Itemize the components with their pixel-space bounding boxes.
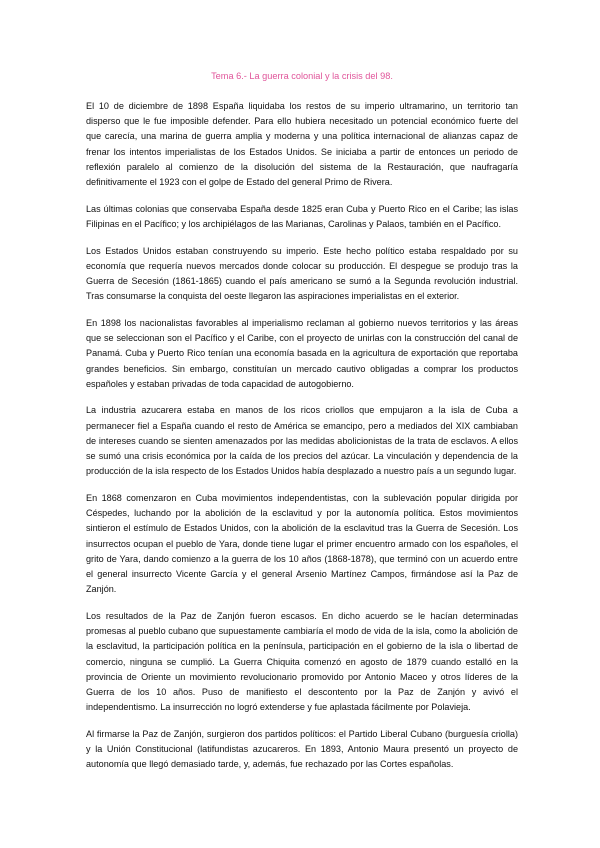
paragraph-8: Al firmarse la Paz de Zanjón, surgieron dos partidos políticos: el Partido Liberal Cubano (burguesía criolla) y la Unión Constitucional (latifundistas azucareros. En 1893, Antonio Maura presentó un proyecto de autonomía que llegó demasiado tarde, y, además, fue rechazado por las Cortes españolas.	[86, 728, 518, 770]
paragraph-2: Las últimas colonias que conservaba España desde 1825 eran Cuba y Puerto Rico en el Caribe; las islas Filipinas en el Pacífico; y los archipiélagos de las Marianas, Carolinas y Palaos, también en el Pacífico.	[86, 203, 518, 229]
paragraph-3: Los Estados Unidos estaban construyendo su imperio. Este hecho político estaba respaldado por su economía que requería nuevos mercados donde colocar su producción. El despegue se produjo tras la Guerra de Secesión (1861-1865) cuando el país americano se sumó a la Segunda revolución industrial. Tras consumarse la conquista del oeste llegaron las aspiraciones imperialistas en el exterior.	[86, 245, 518, 302]
document-page	[86, 70, 518, 784]
paragraph-7: Los resultados de la Paz de Zanjón fueron escasos. En dicho acuerdo se le hacían determinadas promesas al pueblo cubano que supuestamente cambiaría el modo de vida de la isla, como la abolición de la esclavitud, la participación política en la península, participación en el gobierno de la isla o libertad de comercio, ninguna se cumplió. La Guerra Chiquita comenzó en agosto de 1879 cuando estalló en la provincia de Oriente un movimiento revolucionario promovido por Antonio Maceo y otros líderes de la Guerra de los 10 años. Puso de manifiesto el descontento por la Paz de Zanjón y avivó el independentismo. La insurrección no logró extenderse y fue aplastada fácilmente por Polavieja.	[86, 610, 518, 713]
paragraph-6: En 1868 comenzaron en Cuba movimientos independentistas, con la sublevación popular dirigida por Céspedes, luchando por la abolición de la esclavitud y por la autonomía política. Estos movimientos sintieron el estímulo de Estados Unidos, con la abolición de la esclavitud tras la Guerra de Secesión. Los insurrectos ocupan el pueblo de Yara, donde tiene lugar el primer encuentro armado con los españoles, el grito de Yara, dando comienzo a la guerra de los 10 años (1868-1878), que terminó con un acuerdo entre el general insurrecto Vicente García y el general Arsenio Martínez Campos, firmándose así la Paz de Zanjón.	[86, 492, 518, 595]
paragraph-1: El 10 de diciembre de 1898 España liquidaba los restos de su imperio ultramarino, un territorio tan disperso que le fue imposible defender. Para ello hubiera necesitado un potencial económico fuerte del que carecía, una marina de guerra amplia y moderna y una política internacional de alianzas capaz de frenar los intentos imperialistas de los Estados Unidos. Se iniciaba a partir de entonces un periodo de reflexión paralelo al comienzo de la disolución del sistema de la Restauración, que naufragaría definitivamente el 1923 con el golpe de Estado del general Primo de Rivera.	[86, 101, 518, 188]
paragraph-5: La industria azucarera estaba en manos de los ricos criollos que empujaron a la isla de Cuba a permanecer fiel a España cuando el resto de América se emancipo, pero a mediados del XIX cambiaban de intereses cuando se sienten amenazados por las medidas abolicionistas de la trata de esclavos. A ellos se sumó una crisis económica por la caída de los precios del azúcar. La vinculación y dependencia de la producción de la isla respecto de los Estados Unidos había desplazado a nuestro país a un segundo lugar.	[86, 405, 518, 477]
document-title: Tema 6.- La guerra colonial y la crisis del 98.	[211, 71, 393, 81]
paragraph-4: En 1898 los nacionalistas favorables al imperialismo reclaman al gobierno nuevos territorios y las áreas que se seleccionan son el Pacífico y el Caribe, con el proyecto de unirlas con la construcción del canal de Panamá. Cuba y Puerto Rico tenían una economía basada en la agricultura de exportación que reportaba grandes beneficios. Sin embargo, constituían un mercado cautivo obligadas a comprar los productos españoles y estaban privadas de toda capacidad de autogobierno.	[86, 317, 518, 389]
